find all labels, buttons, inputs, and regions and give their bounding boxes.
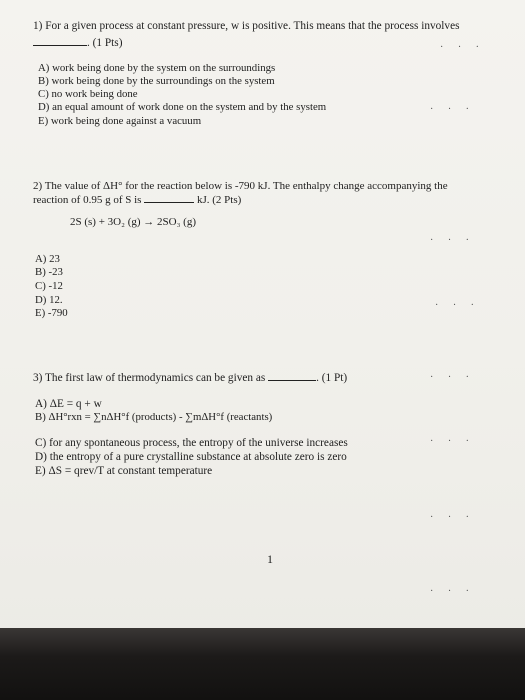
q2-option-c: C) -12 — [35, 280, 63, 292]
speck-marks: · · · — [440, 42, 485, 53]
question-2-stem: 2) The value of ΔH° for the reaction below is -790 kJ. The enthalpy change accompanying the — [33, 180, 448, 192]
background-surface — [0, 628, 525, 700]
q3-option-b: B) ΔH°rxn = ∑nΔH°f (products) - ∑mΔH°f (reactants) — [35, 411, 273, 423]
q3-option-d: D) the entropy of a pure crystalline substance at absolute zero is zero — [35, 451, 347, 463]
q2-option-d: D) 12. — [35, 294, 63, 306]
reaction-equation: 2S (s) + 3O₂ (g) → 2SO₃ (g) — [70, 216, 197, 228]
speck-marks: · · · — [430, 512, 475, 523]
question-3-stem: 3) The first law of thermodynamics can be given as . (1 Pt) — [33, 372, 348, 384]
answer-blank — [33, 45, 87, 46]
question-1-stem: 1) For a given process at constant pressure, w is positive. This means that the process involves — [33, 20, 460, 32]
answer-blank — [144, 202, 194, 203]
q3-option-a: A) ΔE = q + w — [35, 398, 102, 410]
speck-marks: · · · — [430, 235, 475, 246]
speck-marks: · · · — [430, 436, 475, 447]
question-1-stem-2: . (1 Pts) — [33, 37, 122, 49]
q1-option-e: E) work being done against a vacuum — [38, 115, 202, 127]
q1-option-c: C) no work being done — [38, 88, 138, 100]
speck-marks: · · · — [430, 372, 475, 383]
q1-option-a: A) work being done by the system on the surroundings — [38, 62, 276, 74]
speck-marks: · · · — [435, 300, 480, 311]
question-2-stem-2: reaction of 0.95 g of S is kJ. (2 Pts) — [33, 194, 242, 206]
q1-option-d: D) an equal amount of work done on the system and by the system — [38, 101, 327, 113]
q2-option-b: B) -23 — [35, 266, 63, 278]
answer-blank — [268, 380, 316, 381]
page-number: 1 — [267, 552, 273, 566]
q2-option-e: E) -790 — [35, 307, 68, 319]
q3-option-e: E) ΔS = qrev/T at constant temperature — [35, 465, 213, 477]
q3-option-c: C) for any spontaneous process, the entropy of the universe increases — [35, 437, 348, 449]
speck-marks: · · · — [430, 104, 475, 115]
q2-option-a: A) 23 — [35, 253, 60, 265]
q1-option-b: B) work being done by the surroundings on the system — [38, 75, 275, 87]
speck-marks: · · · — [430, 586, 475, 597]
